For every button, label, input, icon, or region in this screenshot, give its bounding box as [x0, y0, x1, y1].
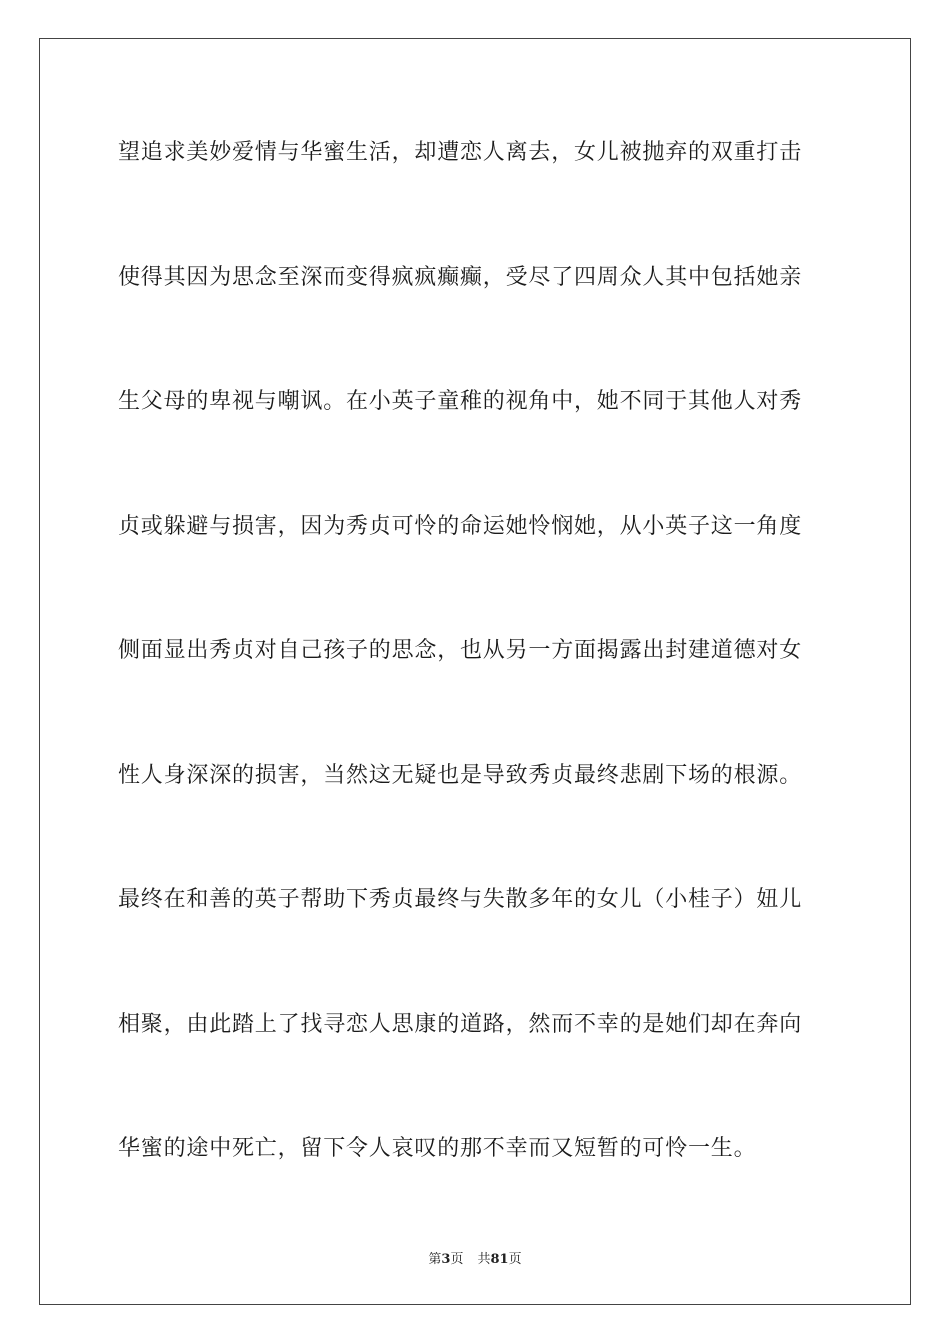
total-pages: 81	[490, 1252, 509, 1267]
page-number: 3	[441, 1252, 451, 1267]
text-line: 使得其因为思念至深而变得疯疯癫癫，受尽了四周众人其中包括她亲	[118, 264, 803, 290]
page-prefix: 第	[428, 1252, 442, 1267]
text-line: 贞或躲避与损害，因为秀贞可怜的命运她怜悯她，从小英子这一角度	[118, 513, 803, 539]
text-line: 望追求美妙爱情与华蜜生活，却遭恋人离去，女儿被抛弃的双重打击	[118, 140, 803, 165]
total-suffix: 页	[508, 1252, 522, 1267]
text-line: 侧面显出秀贞对自己孩子的思念，也从另一方面揭露出封建道德对女	[118, 638, 803, 663]
total-prefix: 共	[477, 1252, 491, 1267]
text-line: 性人身深深的损害，当然这无疑也是导致秀贞最终悲剧下场的根源。	[118, 762, 803, 788]
page-suffix: 页	[450, 1252, 464, 1267]
text-line: 生父母的卑视与嘲讽。在小英子童稚的视角中，她不同于其他人对秀	[118, 389, 803, 414]
text-line: 最终在和善的英子帮助下秀贞最终与失散多年的女儿（小桂子）妞儿	[118, 887, 803, 912]
document-body	[118, 125, 838, 1246]
text-line: 相聚，由此踏上了找寻恋人思康的道路，然而不幸的是她们却在奔向	[118, 1011, 803, 1037]
text-line: 华蜜的途中死亡，留下令人哀叹的那不幸而又短暂的可怜一生。	[118, 1136, 757, 1161]
page-footer	[0, 1248, 950, 1267]
